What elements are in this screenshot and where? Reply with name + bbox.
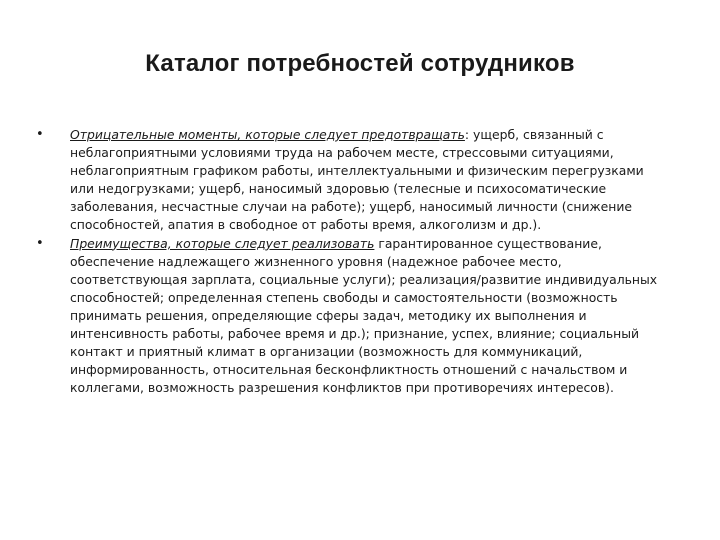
bullet-lead-advantages: Преимущества, которые следует реализовать <box>70 235 375 251</box>
bullet-list <box>36 126 660 397</box>
bullet-item-negative <box>36 126 660 235</box>
bullet-lead-negative: Отрицательные моменты, которые следует предотвращать <box>70 127 465 142</box>
bullet-item-advantages <box>36 235 660 398</box>
bullet-text-advantages: гарантированное существование, обеспечение надлежащего жизненного уровня (надежное рабочее место, соответствующая зарплата, социальные услуги); реализация/развитие индивидуальных способностей; определенная степень свободы и самостоятельности (возможность принимать решения, определяющие сферы задач, методику их выполнения и интенсивность работы, рабочее время и др.); признание, успех, влияние; социальный контакт и приятный климат в организации (возможность для коммуникаций, информированность, относительная бесконфликтность отношений с начальством и коллегами, возможность разрешения конфликтов при противоречиях интересов). <box>70 235 658 396</box>
slide-title: Каталог потребностей сотрудников <box>145 50 575 77</box>
bullet-marker: • <box>36 235 44 251</box>
bullet-text-negative: : ущерб, связанный с неблагоприятными условиями труда на рабочем месте, стрессовыми ситуациями, неблагоприятным графиком работы, интеллектуальными и физическим перегрузками или недогрузками; ущерб, наносимый здоровью (телесные и психосоматические заболевания, несчастные случаи на работе); ущерб, наносимый личности (снижение способностей, апатия в свободное от работы время, алкоголизм и др.). <box>70 127 644 233</box>
bullet-marker: • <box>36 127 44 142</box>
